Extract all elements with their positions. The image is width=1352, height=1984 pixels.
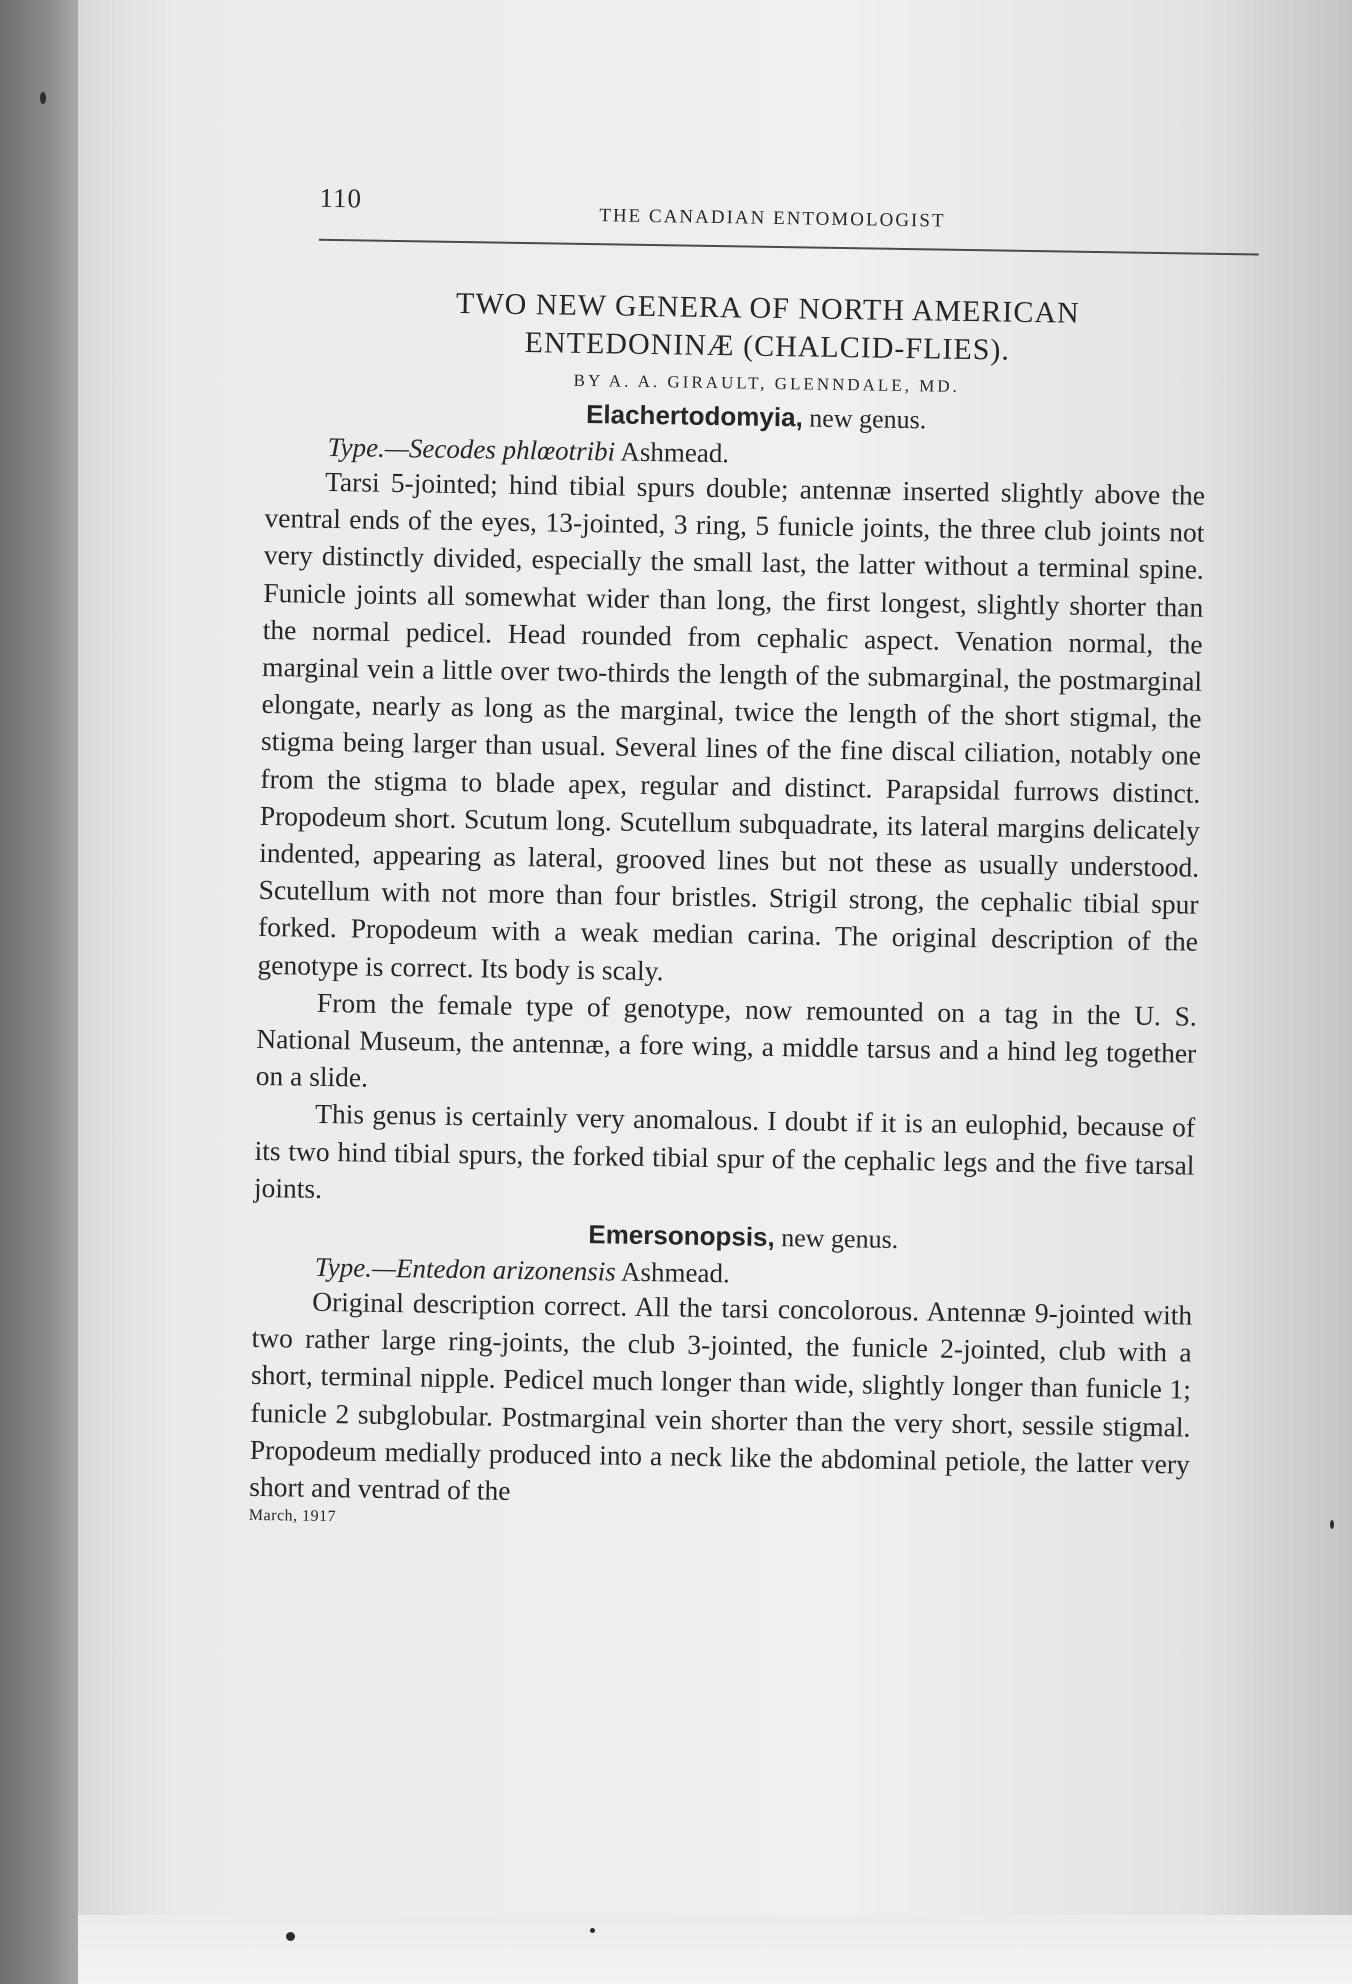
article-title-line-1: TWO NEW GENERA OF NORTH AMERICAN	[455, 286, 1080, 330]
page-bottom-margin	[78, 1915, 1352, 1984]
genus-name-2: Emersonopsis,	[588, 1219, 775, 1253]
type-author-1: Ashmead.	[614, 436, 730, 469]
type-label-1: Type.—	[327, 431, 410, 464]
paragraph-genus1-material: From the female type of genotype, now remounted on a tag in the U. S. National Museum, the antennæ, a fore wing, a middle tarsus and a hind leg together on a slide.	[255, 986, 1198, 1093]
running-head	[269, 170, 1210, 255]
paragraph-genus1-remarks: This genus is certainly very anomalous. I doubt if it is an eulophid, because of its two hind tibial spurs, the forked tibial spur of the cephalic legs and the five tarsal joints.	[253, 1098, 1196, 1204]
issue-date: March, 1917	[248, 1507, 337, 1526]
type-species-2: Entedon arizonensis	[395, 1253, 616, 1287]
type-label-2: Type.—	[314, 1251, 397, 1284]
article-title-line-2: ENTEDONINÆ (CHALCID-FLIES).	[524, 326, 1011, 367]
journal-name: THE CANADIAN ENTOMOLOGIST	[599, 205, 946, 232]
scan-margin-left	[0, 0, 78, 1984]
genus-suffix-2: new genus.	[774, 1223, 899, 1255]
paragraph-genus2-description: Original description correct. All the tarsi concolorous. Antennæ 9-jointed with two rather large ring-joints, the club 3-jointed, the funicle 2-jointed, club with a short, terminal nipple. Pedicel much longer than wide, slightly longer than funicle 1; funicle 2 subglobular. Postmarginal vein shorter than the very short, sessile stigmal. Propodeum medially produced into a neck like the abdominal petiole, the latter very short and ventrad of the	[249, 1285, 1193, 1507]
article-title	[267, 282, 1208, 373]
type-species-1: Secodes phlœotribi	[408, 433, 616, 467]
type-author-2: Ashmead.	[615, 1256, 730, 1289]
article-byline: BY A. A. GIRAULT, GLENNDALE, MD.	[573, 370, 960, 396]
page-content	[249, 170, 1210, 1540]
genus-name-1: Elachertodomyia,	[585, 398, 804, 433]
paragraph-genus1-description: Tarsi 5-jointed; hind tibial spurs double; antennæ inserted slightly above the ventral ends of the eyes, 13-jointed, 3 ring, 5 funicle joints, the three club joints not very distinctly divided, especially the small last, the latter without a terminal spine. Funicle joints all somewhat wider than long, the first longest, slightly shorter than the normal pedicel. Head rounded from cephalic aspect. Venation normal, the marginal vein a little over two-thirds the length of the submarginal, the postmarginal elongate, nearly as long as the marginal, twice the length of the short stigmal, the stigma being larger than usual. Several lines of the fine discal ciliation, notably one from the stigma to blade apex, regular and distinct. Parapsidal furrows distinct. Propodeum short. Scutum long. Scutellum subquadrate, its lateral margins delicately indented, appearing as lateral, grooved lines but not these as usually understood. Scutellum with not more than four bristles. Strigil strong, the cephalic tibial spur forked. Propodeum with a weak median carina. The original description of the genotype is correct. Its body is scaly.	[257, 465, 1206, 986]
header-rule	[319, 239, 1259, 256]
genus-suffix-1: new genus.	[802, 403, 927, 435]
page-number: 110	[319, 182, 363, 214]
